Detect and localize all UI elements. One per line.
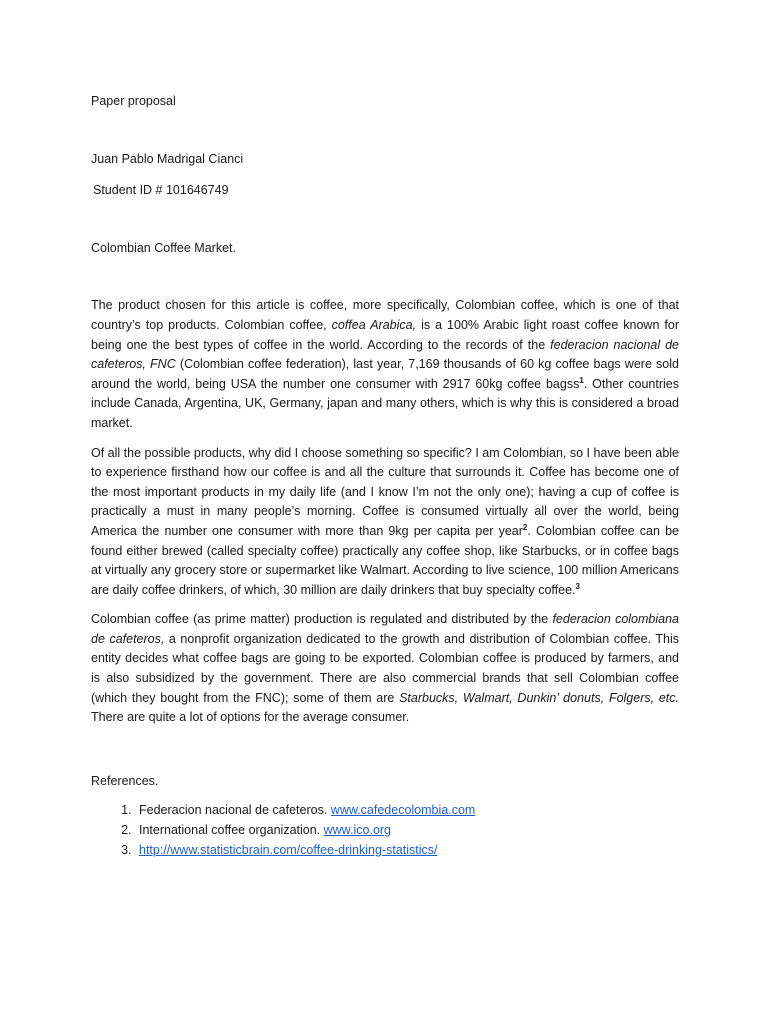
references-list [91,801,679,860]
p3-italic-2: Starbucks, Walmart, Dunkin’ donuts, Folgers, etc. [399,690,679,705]
reference-text: International coffee organization. [139,823,324,838]
p1-text-4: . Other countries include Canada, Argentina, UK, Germany, japan and many others, which is why this is considered a broad market. [91,376,679,430]
footnote-marker-2: 2 [522,522,528,532]
student-id: Student ID # 101646749 [93,183,229,198]
p2-text-2: . Colombian coffee can be found either brewed (called specialty coffee) practically any coffee shop, like Starbucks, or in coffee bags at virtually any grocery store or supermarket like Walmart. According to live science, 100 million Americans are daily coffee drinkers, of which, 30 million are daily drinkers that buy specialty coffee. [91,523,679,597]
document-page [91,88,679,860]
p2-text-1: Of all the possible products, why did I choose something so specific? I am Colombian, so I have been able to experience firsthand how our coffee is and all the culture that surrounds it. Coffee has become one of the most important products in my daily life (and I know I’m not the only one); having a cup of coffee is practically a must in many people’s morning. Coffee is consumed virtually all over the world, being America the number one consumer with more than 9kg per capita per year [91,445,679,538]
author-name: Juan Pablo Madrigal Cianci [91,151,244,166]
reference-item [135,801,679,821]
references-title: References. [91,773,159,788]
p1-text-1: The product chosen for this article is coffee, more specifically, Colombian coffee, which is one of that country’s top products. Colombian coffee, [91,298,679,332]
paragraph-2 [91,444,679,601]
reference-text: Federacion nacional de cafeteros. [139,803,331,818]
p3-text-1: Colombian coffee (as prime matter) production is regulated and distributed by the [91,612,553,627]
paper-label: Paper proposal [91,94,176,108]
reference-link[interactable]: http://www.statisticbrain.com/coffee-drinking-statistics/ [139,842,438,857]
reference-link[interactable]: www.cafedecolombia.com [330,803,476,818]
p1-text-3: (Colombian coffee federation), last year, 7,169 thousands of 60 kg coffee bags were sold around the world, being USA the number one consumer with 2917 60kg coffee bagss [91,357,679,391]
p3-text-3: There are quite a lot of options for the average consumer. [91,710,410,725]
reference-item [135,821,679,841]
paragraph-3 [91,610,679,728]
footnote-marker-1: 1 [579,375,584,385]
p1-italic-2: federacion nacional de cafeteros, FNC [91,337,679,372]
reference-item [135,841,679,861]
document-title: Colombian Coffee Market. [91,240,236,255]
footnote-marker-3: 3 [575,581,580,591]
reference-link[interactable]: www.ico.org [323,823,392,838]
p1-text-2: is a 100% Arabic light roast coffee known for being one the best types of coffee in the world. According to the records of the [91,317,679,352]
p1-italic-1: coffea Arabica, [331,317,417,332]
p3-text-2: a nonprofit organization dedicated to the growth and distribution of Colombian coffee. This entity decides what coffee bags are going to be exported. Colombian coffee is produced by farmers, and is also subsidized by the government. There are also commercial brands that sell Colombian coffee (which they bought from the FNC); some of them are [91,631,679,705]
p3-italic-1: federacion colombiana de cafeteros, [91,612,680,646]
paragraph-1 [91,296,679,433]
